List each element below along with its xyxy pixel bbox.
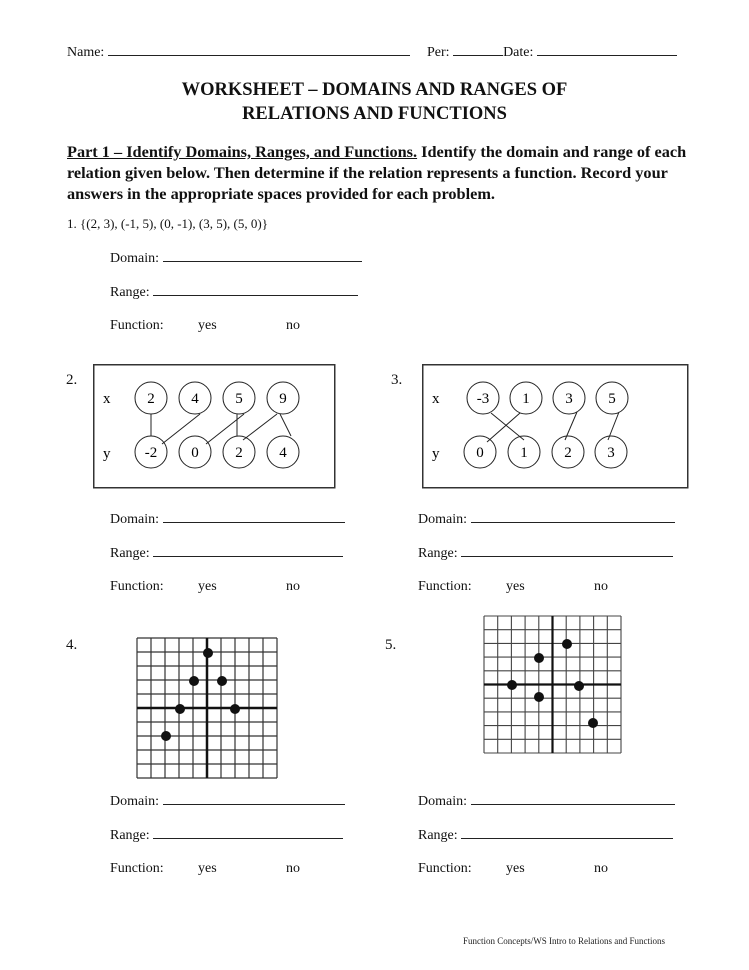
range-label: Range: bbox=[418, 828, 458, 843]
problem-3-number: 3. bbox=[391, 372, 403, 388]
range-blank[interactable] bbox=[461, 827, 673, 839]
function-label: Function: bbox=[418, 579, 472, 594]
domain-blank[interactable] bbox=[471, 793, 675, 805]
page-title bbox=[0, 78, 749, 126]
no-option[interactable]: no bbox=[286, 318, 300, 333]
no-option[interactable]: no bbox=[286, 579, 300, 594]
name-label: Name: bbox=[67, 45, 105, 60]
yes-option[interactable]: yes bbox=[198, 579, 217, 594]
function-label: Function: bbox=[418, 861, 472, 876]
per-blank[interactable] bbox=[453, 44, 503, 56]
problem-5-graph bbox=[482, 614, 624, 756]
p3-domain-field[interactable] bbox=[418, 511, 675, 528]
domain-label: Domain: bbox=[110, 512, 159, 527]
y-label: y bbox=[432, 446, 440, 462]
yes-option[interactable]: yes bbox=[506, 579, 525, 594]
p1-function-field bbox=[110, 318, 300, 334]
y-value: 1 bbox=[520, 445, 528, 461]
problem-number: 1. bbox=[67, 216, 77, 231]
x-value: 3 bbox=[565, 391, 573, 407]
x-label: x bbox=[103, 391, 111, 407]
x-value: 5 bbox=[235, 391, 243, 407]
y-value: -2 bbox=[144, 445, 158, 461]
x-label: x bbox=[432, 391, 440, 407]
yes-option[interactable]: yes bbox=[198, 861, 217, 876]
domain-label: Domain: bbox=[418, 794, 467, 809]
per-label: Per: bbox=[427, 45, 450, 60]
part1-instructions bbox=[67, 141, 697, 204]
name-field[interactable] bbox=[67, 44, 410, 61]
x-value: 9 bbox=[279, 391, 287, 407]
y-label: y bbox=[103, 446, 111, 462]
p2-range-field[interactable] bbox=[110, 545, 343, 562]
title-line-1: WORKSHEET – DOMAINS AND RANGES OF bbox=[181, 80, 568, 100]
problem-2-number: 2. bbox=[66, 372, 78, 388]
x-value: 5 bbox=[608, 391, 616, 407]
problem-4-number: 4. bbox=[66, 637, 78, 653]
domain-label: Domain: bbox=[110, 251, 159, 266]
x-value: 2 bbox=[147, 391, 155, 407]
x-value: 1 bbox=[522, 391, 530, 407]
y-value: 2 bbox=[564, 445, 572, 461]
range-label: Range: bbox=[110, 285, 150, 300]
domain-blank[interactable] bbox=[163, 793, 345, 805]
p4-function-field bbox=[110, 861, 330, 877]
range-label: Range: bbox=[418, 546, 458, 561]
range-label: Range: bbox=[110, 546, 150, 561]
function-label: Function: bbox=[110, 318, 164, 333]
domain-label: Domain: bbox=[418, 512, 467, 527]
p4-domain-field[interactable] bbox=[110, 793, 345, 810]
per-date-field[interactable] bbox=[427, 44, 677, 61]
domain-label: Domain: bbox=[110, 794, 159, 809]
x-value: 4 bbox=[191, 391, 199, 407]
problem-1 bbox=[67, 216, 268, 232]
range-blank[interactable] bbox=[461, 545, 673, 557]
y-value: 2 bbox=[235, 445, 243, 461]
problem-5-number: 5. bbox=[385, 637, 397, 653]
range-blank[interactable] bbox=[153, 545, 343, 557]
y-value: 0 bbox=[191, 445, 199, 461]
relation-set: {(2, 3), (-1, 5), (0, -1), (3, 5), (5, 0)} bbox=[80, 216, 268, 231]
problem-3-mapping-diagram bbox=[422, 364, 689, 489]
function-label: Function: bbox=[110, 861, 164, 876]
x-value: -3 bbox=[476, 391, 490, 407]
y-value: 3 bbox=[607, 445, 615, 461]
no-option[interactable]: no bbox=[594, 861, 608, 876]
p2-domain-field[interactable] bbox=[110, 511, 345, 528]
p3-function-field bbox=[418, 579, 638, 595]
y-value: 0 bbox=[476, 445, 484, 461]
no-option[interactable]: no bbox=[594, 579, 608, 594]
date-label: Date: bbox=[503, 45, 534, 60]
p1-range-field[interactable] bbox=[110, 284, 358, 301]
function-label: Function: bbox=[110, 579, 164, 594]
yes-option[interactable]: yes bbox=[198, 318, 217, 333]
range-blank[interactable] bbox=[153, 284, 358, 296]
range-label: Range: bbox=[110, 828, 150, 843]
title-line-2: RELATIONS AND FUNCTIONS bbox=[242, 104, 507, 124]
range-blank[interactable] bbox=[153, 827, 343, 839]
y-value: 4 bbox=[279, 445, 287, 461]
problem-4-graph bbox=[135, 636, 280, 781]
yes-option[interactable]: yes bbox=[506, 861, 525, 876]
part1-heading: Part 1 – Identify Domains, Ranges, and Functions. bbox=[67, 142, 418, 161]
p5-domain-field[interactable] bbox=[418, 793, 675, 810]
p5-range-field[interactable] bbox=[418, 827, 673, 844]
problem-2-mapping-diagram bbox=[93, 364, 336, 489]
p5-function-field bbox=[418, 861, 638, 877]
part1-text: Identify the domain and range of each relation given below. Then determine if the relation represents a function. Record your answers in the appropriate spaces provided for each problem. bbox=[67, 142, 687, 203]
name-blank[interactable] bbox=[108, 44, 410, 56]
domain-blank[interactable] bbox=[163, 250, 362, 262]
domain-blank[interactable] bbox=[471, 511, 675, 523]
page-footer: Function Concepts/WS Intro to Relations and Functions bbox=[463, 936, 665, 946]
p1-domain-field[interactable] bbox=[110, 250, 362, 267]
date-blank[interactable] bbox=[537, 44, 677, 56]
domain-blank[interactable] bbox=[163, 511, 345, 523]
no-option[interactable]: no bbox=[286, 861, 300, 876]
p3-range-field[interactable] bbox=[418, 545, 673, 562]
p2-function-field bbox=[110, 579, 330, 595]
p4-range-field[interactable] bbox=[110, 827, 343, 844]
